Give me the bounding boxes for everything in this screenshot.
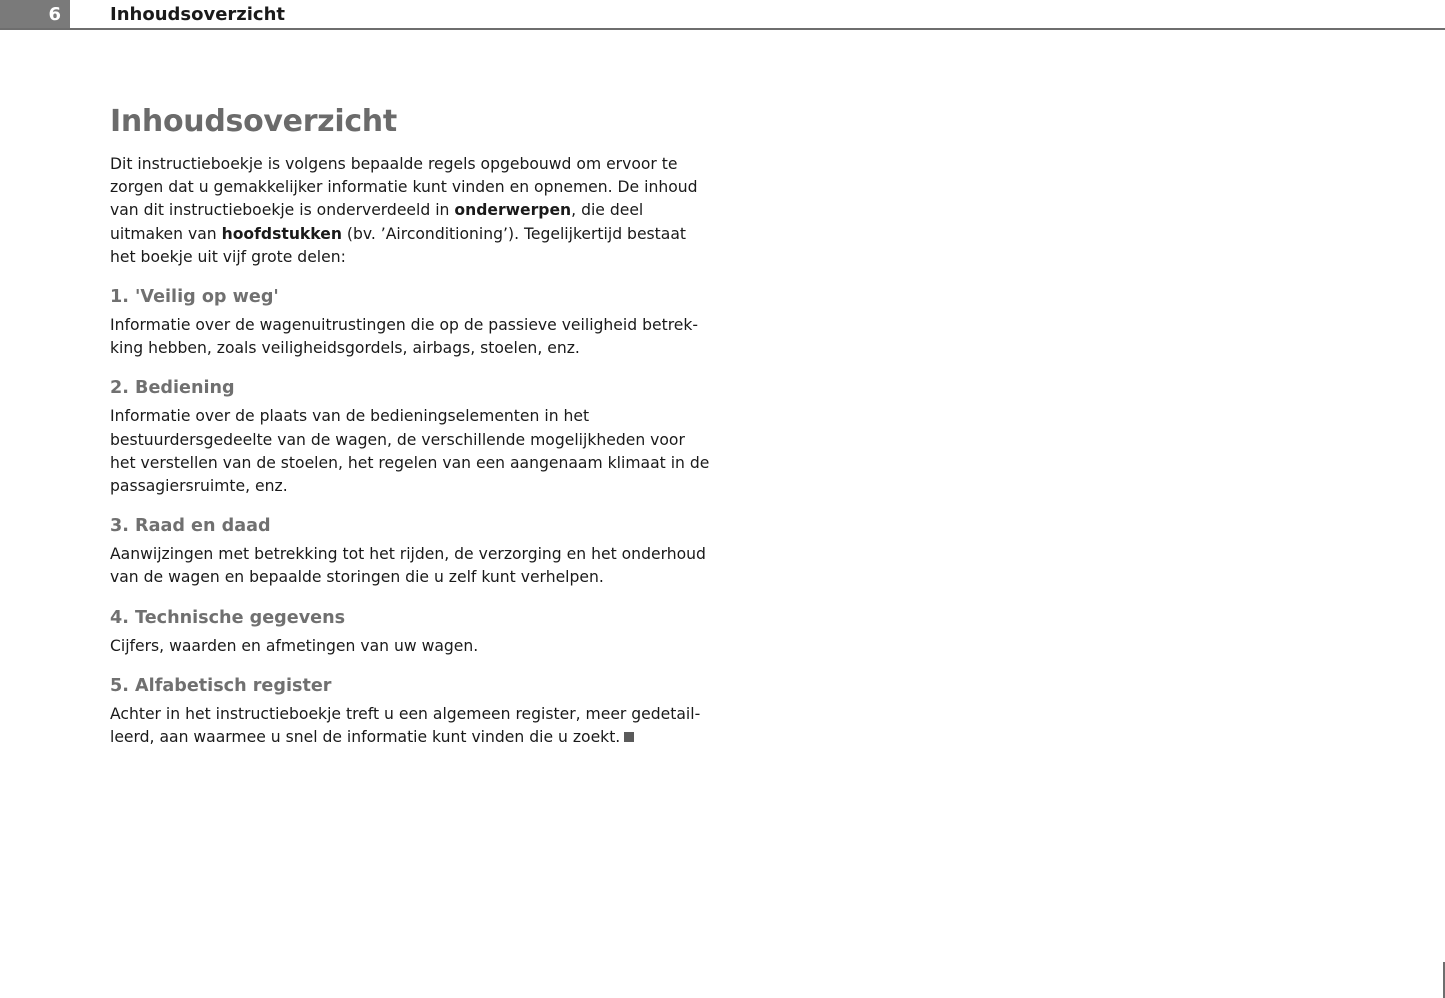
intro-bold-hoofdstukken: hoofdstukken (221, 224, 342, 243)
end-of-section-square-icon (624, 732, 634, 742)
section-paragraph-alfabetisch-register (110, 703, 710, 749)
page-number: 6 (48, 4, 61, 25)
section-text-alfabetisch-register: Achter in het instructieboekje treft u een algemeen register, meer gedetailleerd, aan waarmee u snel de informatie kunt vinden die u zoekt. (110, 704, 701, 747)
section-heading-technische-gegevens: 4. Technische gegevens (110, 607, 346, 628)
intro-text-3: (bv. ’Airconditioning’). Tegelijkertijd bestaat het boekje uit vijf grote delen: (110, 224, 687, 266)
section-text-veilig-op-weg: Informatie over de wagenuitrustingen die op de passieve veiligheid betrekking hebben, zoals veiligheidsgordels, airbags, stoelen, enz. (110, 316, 699, 358)
intro-text-2: , die deel uitmaken van (110, 201, 644, 243)
section-heading-bediening: 2. Bediening (110, 378, 235, 399)
intro-text-1: Dit instructieboekje is volgens bepaalde regels opgebouwd om ervoor te zorgen dat u gemakkelijker informatie kunt vinden en opnemen. De inhoud van dit instructieboekje is onderverdeeld in (110, 155, 698, 220)
page-number-box (0, 0, 70, 29)
section-heading-veilig-op-weg: 1. 'Veilig op weg' (110, 287, 279, 308)
header-title: Inhoudsoverzicht (110, 4, 286, 25)
main-content (110, 100, 710, 749)
section-text-raad-en-daad: Aanwijzingen met betrekking tot het rijden, de verzorging en het onderhoud van de wagen en bepaalde storingen die u zelf kunt verhelpen. (110, 545, 706, 587)
section-text-technische-gegevens: Cijfers, waarden en afmetingen van uw wagen. (110, 636, 479, 655)
page-title: Inhoudsoverzicht (110, 104, 397, 139)
intro-bold-onderwerpen: onderwerpen (454, 201, 572, 220)
section-heading-raad-en-daad: 3. Raad en daad (110, 516, 271, 537)
page-header (0, 0, 1445, 29)
intro-paragraph (110, 153, 710, 269)
section-text-bediening: Informatie over de plaats van de bedieningselementen in het bestuurdersgedeelte van de wagen, de verschillende mogelijkheden voor het verstellen van de stoelen, het regelen van een aangenaam klimaat in de passagiersruimte, enz. (110, 407, 710, 496)
section-heading-alfabetisch-register: 5. Alfabetisch register (110, 675, 332, 696)
header-divider (0, 28, 1445, 30)
